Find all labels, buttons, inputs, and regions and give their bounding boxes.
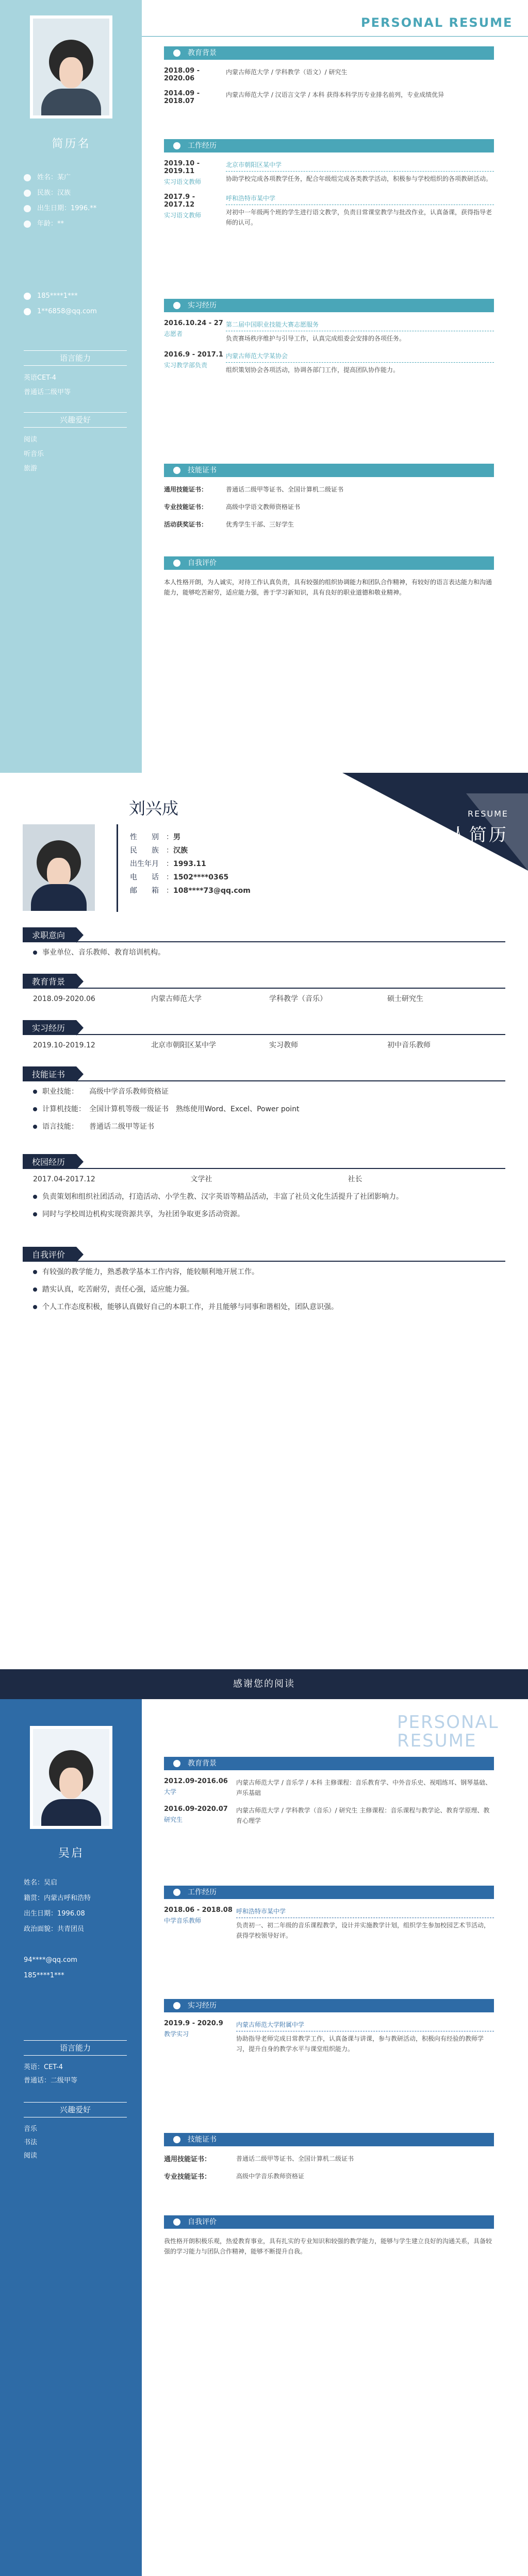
resume-3-meta: 姓名：吴启 籍贯：内蒙古呼和浩特 出生日期：1996.08 政治面貌：共青团员 94****@qq.com 185****1*** bbox=[24, 1879, 91, 1979]
resume-3-brand: PERSONAL RESUME bbox=[397, 1712, 499, 1751]
resume-1-hobby-heading: 兴趣爱好 bbox=[24, 412, 127, 428]
list-item: 2016.9 - 2017.1 实习教学部负责 内蒙古师范大学某协会 组织策划协会各项活动，协调各部门工作，提高团队协作能力。 bbox=[164, 351, 494, 375]
list-item: 2014.09 - 2018.07 内蒙古师范大学 / 汉语言文学 / 本科 获得本科学历专业排名前列，专业成绩优异 bbox=[164, 90, 444, 105]
section-heading: 校园经历 bbox=[23, 1154, 76, 1169]
mail-icon bbox=[24, 308, 31, 315]
resume-2-self-evaluation: 自我评价 有较强的教学能力，熟悉教学基本工作内容，能较顺利地开展工作。 踏实认真，吃苦耐劳，责任心强，适应能力强。 个人工作态度积极，能够认真做好自己的本职工作，并且能够与同事和谐相处，团队意识强。 bbox=[23, 1247, 505, 1314]
resume-1 bbox=[0, 0, 528, 773]
resume-2 bbox=[0, 773, 528, 1669]
resume-3-work bbox=[164, 1886, 494, 1941]
bullet-icon bbox=[33, 951, 37, 955]
list-item: 2016.09-2020.07 研究生 内蒙古师范大学 / 学科教学（音乐）/ 研究生 主修课程：音乐课程与教学论、教育学原理、教育心理学 bbox=[164, 1805, 490, 1824]
resume-2-skills: 技能证书 职业技能： 高级中学音乐教师资格证 计算机技能： 全国计算机等级一级证书 熟练使用Word、Excel、Power point 语言技能： 普通话二级甲等证书 bbox=[23, 1066, 505, 1134]
resume-3-hobby-list: 音乐 书法 阅读 bbox=[24, 2125, 38, 2160]
section-heading: 教育背景 bbox=[23, 974, 76, 989]
phone-icon bbox=[24, 293, 31, 300]
list-item: 2016.10.24 - 27 志愿者 第二届中国职业技能大赛志愿服务 负责赛场秩序维护与引导工作，认真完成组委会安排的各项任务。 bbox=[164, 319, 494, 344]
list-item: 2017.9 - 2017.12 实习语文教师 呼和浩特市某中学 对初中一年级两个班的学生进行语文教学，负责日常课堂教学与批改作业，认真备课，获得指导老师的认可。 bbox=[164, 193, 494, 228]
calendar-icon bbox=[24, 205, 31, 212]
list-item: 2018.06 - 2018.08 中学音乐教师 呼和浩特市某中学 负责初一、初二年级的音乐课程教学，设计并实施教学计划，组织学生参加校园艺术节活动，获得学校领导好评。 bbox=[164, 1906, 494, 1941]
resume-3-self-evaluation: 自我评价 我性格开朗积极乐观，热爱教育事业，具有扎实的专业知识和较强的教学能力，能够与学生建立良好的沟通关系，具备较强的学习能力与团队合作精神，能够不断提升自我。 bbox=[164, 2215, 494, 2257]
resume-3-language-list: 英语：CET-4 普通话：二级甲等 bbox=[24, 2063, 78, 2084]
section-heading: 实习经历 bbox=[164, 1999, 494, 2012]
age-icon bbox=[24, 221, 31, 228]
resume-2-photo bbox=[23, 824, 95, 911]
list-item: 专业技能证书： 高级中学语文教师资格证书 bbox=[164, 503, 301, 511]
bullet-icon bbox=[33, 1125, 37, 1129]
resume-1-hobby-list: 阅读 听音乐 旅游 bbox=[24, 436, 44, 472]
table-row: 2017.04-2017.12 文学社 社长 bbox=[33, 1175, 362, 1183]
section-heading: 技能证书 bbox=[23, 1066, 76, 1081]
bullet-icon bbox=[33, 1195, 37, 1199]
resume-3-certificates bbox=[164, 2133, 494, 2181]
resume-2-campus: 校园经历 2017.04-2017.12 文学社 社长 负责策划和组织社团活动，打造活动、小学生教、汉字英语等精品活动，丰富了社员文化生活提升了社团影响力。 同时与学校周边机构实现资源共享，为社团争取更多活动资源。 bbox=[23, 1154, 505, 1222]
resume-2-name: 刘兴成 bbox=[129, 799, 179, 818]
resume-3-internship bbox=[164, 1999, 494, 2054]
list-item: 活动获奖证书： 优秀学生干部、三好学生 bbox=[164, 521, 294, 528]
list-item: 2019.9 - 2020.9 教学实习 内蒙古师范大学附属中学 协助指导老师完成日常教学工作，认真备课与讲课，参与教研活动，积极向有经验的教师学习，提升自身的教学水平与课堂组织能力。 bbox=[164, 2020, 494, 2054]
portrait-icon bbox=[49, 1750, 93, 1794]
list-item: 2019.10 - 2019.11 实习语文教师 北京市朝阳区某中学 协助学校完成各项教学任务，配合年级组完成各类教学活动，积极参与学校组织的各项教研活动。 bbox=[164, 160, 494, 186]
resume-2-internship bbox=[23, 1020, 505, 1053]
resume-2-basic-info: 性 别 ：男 民 族 ：汉族 出生年月 ：1993.11 电 话 ：1502****0365 邮 箱 ：108****73@qq.com bbox=[130, 833, 251, 895]
section-heading: 工作经历 bbox=[164, 139, 494, 152]
divider bbox=[117, 824, 118, 912]
bullet-icon bbox=[33, 1090, 37, 1094]
bullet-icon bbox=[33, 1270, 37, 1274]
resume-1-brand: PERSONAL RESUME bbox=[361, 15, 513, 30]
section-heading: 自我评价 bbox=[23, 1247, 76, 1262]
resume-2-education bbox=[23, 974, 505, 1006]
thanks-banner: 感谢您的阅读 bbox=[0, 1669, 528, 1699]
table-row: 2018.09-2020.06 内蒙古师范大学 学科教学（音乐） 硕士研究生 bbox=[33, 995, 423, 1003]
resume-3-photo bbox=[30, 1726, 112, 1829]
section-heading: 实习经历 bbox=[23, 1020, 76, 1035]
resume-1-self-evaluation: 自我评价 本人性格开朗，为人诚实，对待工作认真负责，具有较强的组织协调能力和团队合作精神，有较好的语言表达能力和沟通能力，能够吃苦耐劳，适应能力强，善于学习新知识，具有良好的职业道德和敬业精神。 bbox=[164, 556, 494, 598]
location-icon bbox=[24, 190, 31, 197]
resume-1-meta: 姓名：某广 民族：汉族 出生日期：1996.** 年龄：** bbox=[24, 170, 132, 232]
resume-1-internship bbox=[164, 299, 494, 375]
resume-1-contact: 185****1*** 1**6858@qq.com bbox=[24, 289, 132, 319]
user-icon bbox=[24, 174, 31, 181]
bullet-icon bbox=[33, 1212, 37, 1216]
list-item: 2012.09-2016.06 大学 内蒙古师范大学 / 音乐学 / 本科 主修课程：音乐教育学、中外音乐史、视唱练耳、钢琴基础、声乐基础 bbox=[164, 1777, 492, 1797]
section-heading: 实习经历 bbox=[164, 299, 494, 312]
portrait-icon bbox=[37, 840, 81, 885]
section-heading: 求职意向 bbox=[23, 927, 76, 942]
resume-1-language-heading: 语言能力 bbox=[24, 350, 127, 366]
list-item: 通用技能证书： 普通话二级甲等证书、全国计算机二级证书 bbox=[164, 2155, 354, 2163]
section-heading: 技能证书 bbox=[164, 2133, 494, 2146]
bullet-icon bbox=[33, 1287, 37, 1292]
bullet-icon bbox=[33, 1107, 37, 1111]
resume-1-work bbox=[164, 139, 494, 228]
section-heading: 工作经历 bbox=[164, 1886, 494, 1899]
table-row: 2019.10-2019.12 北京市朝阳区某中学 实习教师 初中音乐教师 bbox=[33, 1041, 431, 1049]
resume-3 bbox=[0, 1669, 528, 2576]
divider bbox=[142, 36, 528, 37]
resume-3-education bbox=[164, 1757, 494, 1826]
section-heading: 教育背景 bbox=[164, 46, 494, 60]
section-heading: 自我评价 bbox=[164, 556, 494, 570]
list-item: 通用技能证书： 普通话二级甲等证书、全国计算机二级证书 bbox=[164, 486, 344, 493]
resume-3-name: 吴启 bbox=[58, 1847, 84, 1860]
resume-1-name: 简历名 bbox=[52, 138, 91, 150]
resume-1-education bbox=[164, 46, 494, 105]
list-item: 2018.09 - 2020.06 内蒙古师范大学 / 学科教学（语文）/ 研究生 bbox=[164, 67, 348, 82]
resume-1-certificates bbox=[164, 464, 494, 530]
section-heading: 自我评价 bbox=[164, 2215, 494, 2229]
portrait-icon bbox=[49, 40, 93, 84]
resume-2-intent: 求职意向 事业单位、音乐教师、教育培训机构。 bbox=[23, 927, 505, 960]
resume-3-hobby-heading: 兴趣爱好 bbox=[24, 2102, 127, 2117]
resume-1-photo bbox=[30, 15, 112, 118]
list-item: 专业技能证书： 高级中学音乐教师资格证 bbox=[164, 2173, 305, 2181]
section-heading: 教育背景 bbox=[164, 1757, 494, 1770]
resume-2-title: RESUME 个人简历 bbox=[430, 809, 508, 845]
resume-3-language-heading: 语言能力 bbox=[24, 2040, 127, 2056]
resume-1-language-list: 英语CET-4 普通话二级甲等 bbox=[24, 374, 71, 396]
bullet-icon bbox=[33, 1305, 37, 1309]
section-heading: 技能证书 bbox=[164, 464, 494, 477]
